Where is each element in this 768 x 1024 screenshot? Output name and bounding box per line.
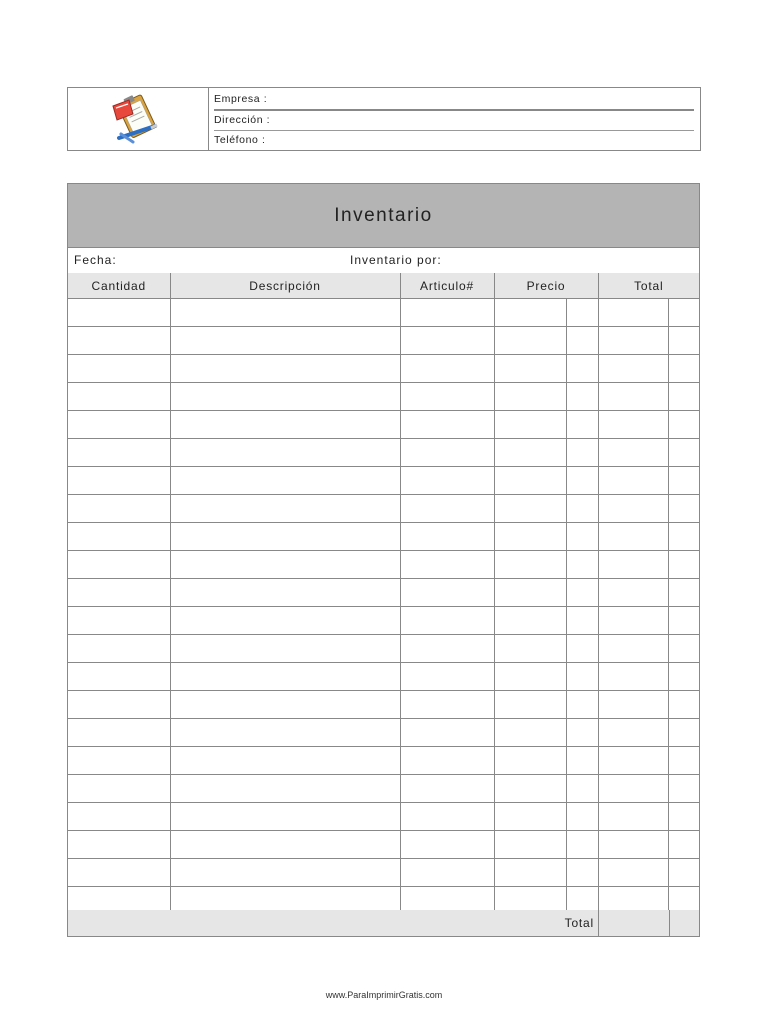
precio-cell[interactable] bbox=[494, 831, 566, 859]
articulo-cell[interactable] bbox=[400, 719, 494, 747]
articulo-cell[interactable] bbox=[400, 551, 494, 579]
total-cents-cell[interactable] bbox=[668, 383, 699, 411]
precio-cents-cell[interactable] bbox=[566, 439, 598, 467]
total-cell[interactable] bbox=[598, 691, 668, 719]
articulo-cell[interactable] bbox=[400, 635, 494, 663]
table-header-row bbox=[68, 273, 699, 299]
cantidad-cell[interactable] bbox=[68, 747, 170, 775]
table-row bbox=[68, 859, 699, 887]
precio-cents-cell[interactable] bbox=[566, 719, 598, 747]
descripcion-cell[interactable] bbox=[170, 299, 400, 327]
descripcion-cell[interactable] bbox=[170, 551, 400, 579]
footer-url: www.ParaImprimirGratis.com bbox=[325, 990, 443, 1000]
descripcion-cell[interactable] bbox=[170, 467, 400, 495]
total-label: Total bbox=[564, 916, 594, 930]
precio-cell[interactable] bbox=[494, 607, 566, 635]
total-cents-cell[interactable] bbox=[668, 299, 699, 327]
precio-cell[interactable] bbox=[494, 467, 566, 495]
company-fields bbox=[209, 88, 700, 150]
direccion-label: Dirección : bbox=[214, 114, 271, 126]
precio-cell[interactable] bbox=[494, 355, 566, 383]
descripcion-cell[interactable] bbox=[170, 691, 400, 719]
cantidad-cell[interactable] bbox=[68, 383, 170, 411]
telefono-field[interactable] bbox=[214, 130, 694, 150]
total-cell[interactable] bbox=[598, 859, 668, 887]
total-cell[interactable] bbox=[598, 355, 668, 383]
total-cents-cell[interactable] bbox=[668, 859, 699, 887]
total-cents-cell[interactable] bbox=[668, 607, 699, 635]
precio-cents-cell[interactable] bbox=[566, 607, 598, 635]
articulo-cell[interactable] bbox=[400, 747, 494, 775]
articulo-cell[interactable] bbox=[400, 495, 494, 523]
articulo-cell[interactable] bbox=[400, 831, 494, 859]
clipboard-pen-icon bbox=[107, 92, 169, 146]
precio-cents-cell[interactable] bbox=[566, 663, 598, 691]
precio-cents-cell[interactable] bbox=[566, 523, 598, 551]
articulo-cell[interactable] bbox=[400, 663, 494, 691]
total-cell[interactable] bbox=[598, 831, 668, 859]
descripcion-cell[interactable] bbox=[170, 635, 400, 663]
precio-cell[interactable] bbox=[494, 663, 566, 691]
cantidad-cell[interactable] bbox=[68, 439, 170, 467]
cantidad-cell[interactable] bbox=[68, 467, 170, 495]
cantidad-cell[interactable] bbox=[68, 803, 170, 831]
total-cents-cell[interactable] bbox=[668, 467, 699, 495]
cantidad-cell[interactable] bbox=[68, 831, 170, 859]
company-header bbox=[67, 87, 701, 151]
descripcion-cell[interactable] bbox=[170, 523, 400, 551]
descripcion-cell[interactable] bbox=[170, 495, 400, 523]
logo-cell bbox=[68, 88, 209, 150]
precio-cents-cell[interactable] bbox=[566, 859, 598, 887]
cantidad-cell[interactable] bbox=[68, 579, 170, 607]
precio-cell[interactable] bbox=[494, 439, 566, 467]
precio-cents-cell[interactable] bbox=[566, 691, 598, 719]
total-cell[interactable] bbox=[598, 551, 668, 579]
descripcion-cell[interactable] bbox=[170, 411, 400, 439]
telefono-label: Teléfono : bbox=[214, 134, 266, 146]
table-row bbox=[68, 467, 699, 495]
cantidad-cell[interactable] bbox=[68, 719, 170, 747]
cantidad-cell[interactable] bbox=[68, 663, 170, 691]
table-row bbox=[68, 551, 699, 579]
descripcion-cell[interactable] bbox=[170, 831, 400, 859]
total-cents-cell[interactable] bbox=[668, 635, 699, 663]
descripcion-cell[interactable] bbox=[170, 747, 400, 775]
articulo-cell[interactable] bbox=[400, 775, 494, 803]
column-header-total: Total bbox=[598, 273, 699, 299]
total-cell[interactable] bbox=[598, 775, 668, 803]
descripcion-cell[interactable] bbox=[170, 607, 400, 635]
total-cell[interactable] bbox=[598, 299, 668, 327]
precio-cents-cell[interactable] bbox=[566, 411, 598, 439]
precio-cell[interactable] bbox=[494, 383, 566, 411]
total-cell[interactable] bbox=[598, 747, 668, 775]
precio-cell[interactable] bbox=[494, 719, 566, 747]
descripcion-cell[interactable] bbox=[170, 355, 400, 383]
total-cell[interactable] bbox=[598, 719, 668, 747]
descripcion-cell[interactable] bbox=[170, 775, 400, 803]
table-row bbox=[68, 635, 699, 663]
cantidad-cell[interactable] bbox=[68, 327, 170, 355]
total-cell[interactable] bbox=[598, 383, 668, 411]
total-cell[interactable] bbox=[598, 411, 668, 439]
cantidad-cell[interactable] bbox=[68, 495, 170, 523]
total-cents-cell[interactable] bbox=[668, 691, 699, 719]
descripcion-cell[interactable] bbox=[170, 579, 400, 607]
precio-cell[interactable] bbox=[494, 775, 566, 803]
table-row bbox=[68, 355, 699, 383]
precio-cents-cell[interactable] bbox=[566, 467, 598, 495]
total-cents-cell[interactable] bbox=[668, 831, 699, 859]
precio-cents-cell[interactable] bbox=[566, 635, 598, 663]
descripcion-cell[interactable] bbox=[170, 803, 400, 831]
cantidad-cell[interactable] bbox=[68, 411, 170, 439]
total-cents-cell[interactable] bbox=[668, 803, 699, 831]
total-cell[interactable] bbox=[598, 467, 668, 495]
table-row bbox=[68, 719, 699, 747]
table-row bbox=[68, 327, 699, 355]
total-cell[interactable] bbox=[598, 327, 668, 355]
articulo-cell[interactable] bbox=[400, 411, 494, 439]
precio-cents-cell[interactable] bbox=[566, 299, 598, 327]
table-row bbox=[68, 579, 699, 607]
column-header-articulo: Articulo# bbox=[400, 273, 494, 299]
articulo-cell[interactable] bbox=[400, 803, 494, 831]
descripcion-cell[interactable] bbox=[170, 663, 400, 691]
cantidad-cell[interactable] bbox=[68, 523, 170, 551]
total-cell[interactable] bbox=[598, 495, 668, 523]
empresa-label: Empresa : bbox=[214, 93, 268, 105]
table-row bbox=[68, 607, 699, 635]
precio-cents-cell[interactable] bbox=[566, 831, 598, 859]
precio-cents-cell[interactable] bbox=[566, 803, 598, 831]
table-row bbox=[68, 299, 699, 327]
cantidad-cell[interactable] bbox=[68, 859, 170, 887]
total-cell[interactable] bbox=[598, 635, 668, 663]
articulo-cell[interactable] bbox=[400, 299, 494, 327]
table-row bbox=[68, 831, 699, 859]
table-row bbox=[68, 663, 699, 691]
articulo-cell[interactable] bbox=[400, 439, 494, 467]
precio-cents-cell[interactable] bbox=[566, 355, 598, 383]
total-cents-cell[interactable] bbox=[668, 439, 699, 467]
articulo-cell[interactable] bbox=[400, 355, 494, 383]
descripcion-cell[interactable] bbox=[170, 439, 400, 467]
precio-cell[interactable] bbox=[494, 495, 566, 523]
descripcion-cell[interactable] bbox=[170, 327, 400, 355]
inventory-table bbox=[68, 273, 699, 915]
precio-cents-cell[interactable] bbox=[566, 551, 598, 579]
precio-cell[interactable] bbox=[494, 299, 566, 327]
descripcion-cell[interactable] bbox=[170, 383, 400, 411]
precio-cents-cell[interactable] bbox=[566, 383, 598, 411]
total-cents-cell[interactable] bbox=[668, 747, 699, 775]
articulo-cell[interactable] bbox=[400, 859, 494, 887]
precio-cell[interactable] bbox=[494, 747, 566, 775]
fecha-label: Fecha: bbox=[74, 253, 117, 267]
total-cents-cell[interactable] bbox=[668, 663, 699, 691]
precio-cents-cell[interactable] bbox=[566, 775, 598, 803]
precio-cell[interactable] bbox=[494, 551, 566, 579]
total-cents-cell[interactable] bbox=[668, 355, 699, 383]
precio-cell[interactable] bbox=[494, 803, 566, 831]
precio-cell[interactable] bbox=[494, 635, 566, 663]
precio-cell[interactable] bbox=[494, 579, 566, 607]
total-cents-cell[interactable] bbox=[668, 327, 699, 355]
total-cents-cell[interactable] bbox=[668, 495, 699, 523]
table-row bbox=[68, 775, 699, 803]
total-row bbox=[68, 910, 699, 936]
total-cell[interactable] bbox=[598, 439, 668, 467]
precio-cell[interactable] bbox=[494, 327, 566, 355]
precio-cents-cell[interactable] bbox=[566, 495, 598, 523]
inventory-sheet bbox=[67, 183, 700, 937]
articulo-cell[interactable] bbox=[400, 607, 494, 635]
sheet-title: Inventario bbox=[68, 184, 699, 248]
inventario-por-label: Inventario por: bbox=[350, 253, 442, 267]
precio-cell[interactable] bbox=[494, 691, 566, 719]
cantidad-cell[interactable] bbox=[68, 355, 170, 383]
column-header-precio: Precio bbox=[494, 273, 598, 299]
total-cell[interactable] bbox=[598, 607, 668, 635]
cantidad-cell[interactable] bbox=[68, 299, 170, 327]
articulo-cell[interactable] bbox=[400, 523, 494, 551]
precio-cents-cell[interactable] bbox=[566, 747, 598, 775]
total-cell[interactable] bbox=[598, 579, 668, 607]
cantidad-cell[interactable] bbox=[68, 635, 170, 663]
table-row bbox=[68, 383, 699, 411]
table-row bbox=[68, 803, 699, 831]
cantidad-cell[interactable] bbox=[68, 775, 170, 803]
articulo-cell[interactable] bbox=[400, 383, 494, 411]
total-cents-cell[interactable] bbox=[668, 523, 699, 551]
articulo-cell[interactable] bbox=[400, 467, 494, 495]
articulo-cell[interactable] bbox=[400, 579, 494, 607]
total-cents-cell[interactable] bbox=[668, 719, 699, 747]
cantidad-cell[interactable] bbox=[68, 551, 170, 579]
direccion-field[interactable] bbox=[214, 110, 694, 131]
descripcion-cell[interactable] bbox=[170, 719, 400, 747]
articulo-cell[interactable] bbox=[400, 691, 494, 719]
articulo-cell[interactable] bbox=[400, 327, 494, 355]
table-row bbox=[68, 439, 699, 467]
total-cell[interactable] bbox=[598, 803, 668, 831]
column-header-cantidad: Cantidad bbox=[68, 273, 170, 299]
empresa-field[interactable] bbox=[214, 89, 694, 111]
precio-cell[interactable] bbox=[494, 523, 566, 551]
table-row bbox=[68, 495, 699, 523]
cantidad-cell[interactable] bbox=[68, 607, 170, 635]
grand-total-cell[interactable] bbox=[598, 910, 670, 936]
precio-cents-cell[interactable] bbox=[566, 579, 598, 607]
table-row bbox=[68, 523, 699, 551]
descripcion-cell[interactable] bbox=[170, 859, 400, 887]
total-cents-cell[interactable] bbox=[668, 411, 699, 439]
table-row bbox=[68, 411, 699, 439]
column-header-descripcion: Descripción bbox=[170, 273, 400, 299]
meta-row bbox=[68, 247, 699, 274]
table-row bbox=[68, 691, 699, 719]
precio-cell[interactable] bbox=[494, 859, 566, 887]
total-cell[interactable] bbox=[598, 663, 668, 691]
table-row bbox=[68, 747, 699, 775]
total-cents-cell[interactable] bbox=[668, 551, 699, 579]
precio-cell[interactable] bbox=[494, 411, 566, 439]
total-cell[interactable] bbox=[598, 523, 668, 551]
total-cents-cell[interactable] bbox=[668, 775, 699, 803]
total-cents-cell[interactable] bbox=[668, 579, 699, 607]
table-body bbox=[68, 299, 699, 915]
precio-cents-cell[interactable] bbox=[566, 327, 598, 355]
cantidad-cell[interactable] bbox=[68, 691, 170, 719]
